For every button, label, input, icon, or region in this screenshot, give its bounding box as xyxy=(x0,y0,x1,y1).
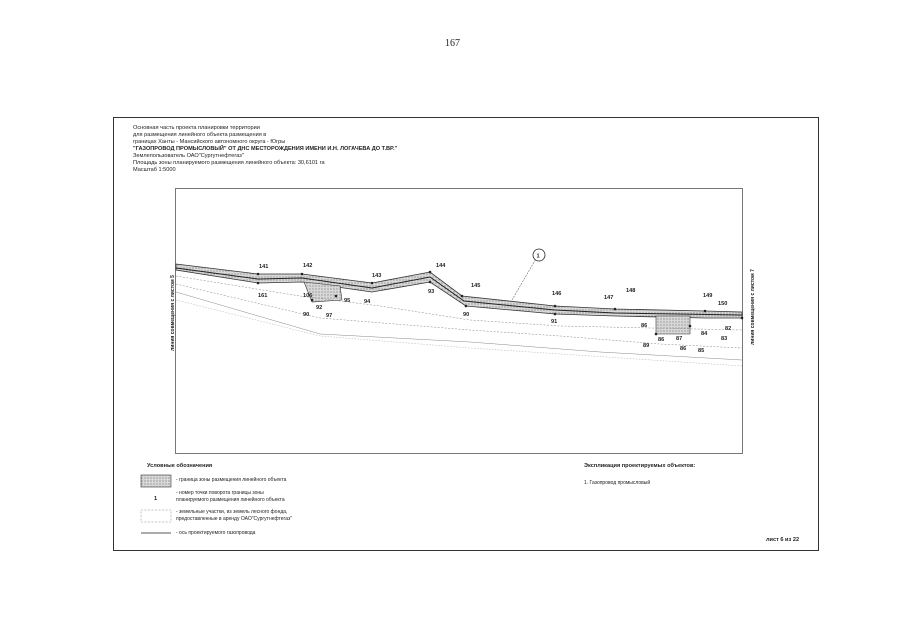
legend-item-point-line1: - номер точки поворота границы зоны xyxy=(176,490,264,496)
header-scale: Масштаб 1:5000 xyxy=(133,167,176,173)
header-line-2: для размещения линейного объекта размещения в xyxy=(133,132,267,138)
legend-item-axis: - ось проектируемого газопровода xyxy=(176,530,256,536)
explication-item: 1. Газопровод промысловый xyxy=(584,480,651,486)
legend-item-land-line1: - земельные участки, из земель лесного фонда, xyxy=(176,509,288,515)
point-label: 86 xyxy=(680,346,687,352)
point-label: 82 xyxy=(725,326,732,332)
point-label: 92 xyxy=(316,305,323,311)
point-label: 147 xyxy=(604,295,614,301)
legend-item-zone: - граница зоны размещения линейного объекта xyxy=(176,477,287,483)
point-label: 144 xyxy=(436,263,446,269)
point-label: 106 xyxy=(303,293,313,299)
legend-item-land xyxy=(176,509,292,522)
point-label: 148 xyxy=(626,288,636,294)
point-label: 94 xyxy=(364,299,371,305)
legend-item-point-line2: планируемого размещения линейного объекта xyxy=(176,496,285,503)
point-label: 146 xyxy=(552,291,562,297)
explication-title: Экспликация проектируемых объектов: xyxy=(584,463,696,469)
header-project-title: "ГАЗОПРОВОД ПРОМЫСЛОВЫЙ" ОТ ДНС МЕСТОРОЖДЕНИЯ ИМЕНИ И.Н. ЛОГАЧЕВА ДО Т.ВР." xyxy=(133,146,398,152)
point-label: 90 xyxy=(463,312,470,318)
point-label: 85 xyxy=(698,348,705,354)
legend-item-land-line2: предоставленные в аренду ОАО"Сургутнефтегаз" xyxy=(176,515,293,522)
point-label: 91 xyxy=(551,319,558,325)
object-marker-number: 1 xyxy=(536,253,540,260)
zone-extension-right xyxy=(656,316,690,334)
header-line-1: Основная часть проекта планировки территории xyxy=(133,125,260,131)
point-label: 83 xyxy=(721,336,728,342)
placement-zone-band xyxy=(176,264,742,318)
point-label: 87 xyxy=(676,336,683,342)
point-label: 93 xyxy=(428,289,435,295)
point-label: 143 xyxy=(372,273,382,279)
point-label: 95 xyxy=(344,298,351,304)
legend-title: Условные обозначения xyxy=(147,463,213,469)
point-label: 84 xyxy=(701,331,708,337)
match-line-right-label: линия совмещения с листом 7 xyxy=(749,269,756,345)
point-label: 150 xyxy=(718,301,728,307)
point-label: 89 xyxy=(643,343,650,349)
legend-item-point xyxy=(176,490,285,503)
header-line-3: границах Ханты - Мансийского автономного округа - Югры xyxy=(133,139,286,145)
point-label: 86 xyxy=(658,337,665,343)
point-label: 97 xyxy=(326,313,333,319)
legend-point-number-symbol: 1 xyxy=(154,496,158,502)
object-leader-line xyxy=(512,257,537,300)
match-line-left-label: линия совмещения с листом 5 xyxy=(169,275,176,351)
page-number: 167 xyxy=(445,38,460,49)
point-label: 142 xyxy=(303,263,313,269)
legend-land-plot-swatch xyxy=(141,510,171,522)
header-land-user: Землепользователь ОАО"Сургутнефтегаз" xyxy=(133,153,244,159)
sheet-number: лист 6 из 22 xyxy=(766,537,800,543)
point-label: 141 xyxy=(259,264,269,270)
point-label: 145 xyxy=(471,283,481,289)
header-area: Площадь зоны планируемого размещения линейного объекта: 30,6101 га xyxy=(133,160,325,166)
point-label: 149 xyxy=(703,293,713,299)
point-label: 90 xyxy=(303,312,310,318)
legend-zone-swatch xyxy=(141,475,171,487)
point-label: 161 xyxy=(258,293,268,299)
point-label: 86 xyxy=(641,323,648,329)
